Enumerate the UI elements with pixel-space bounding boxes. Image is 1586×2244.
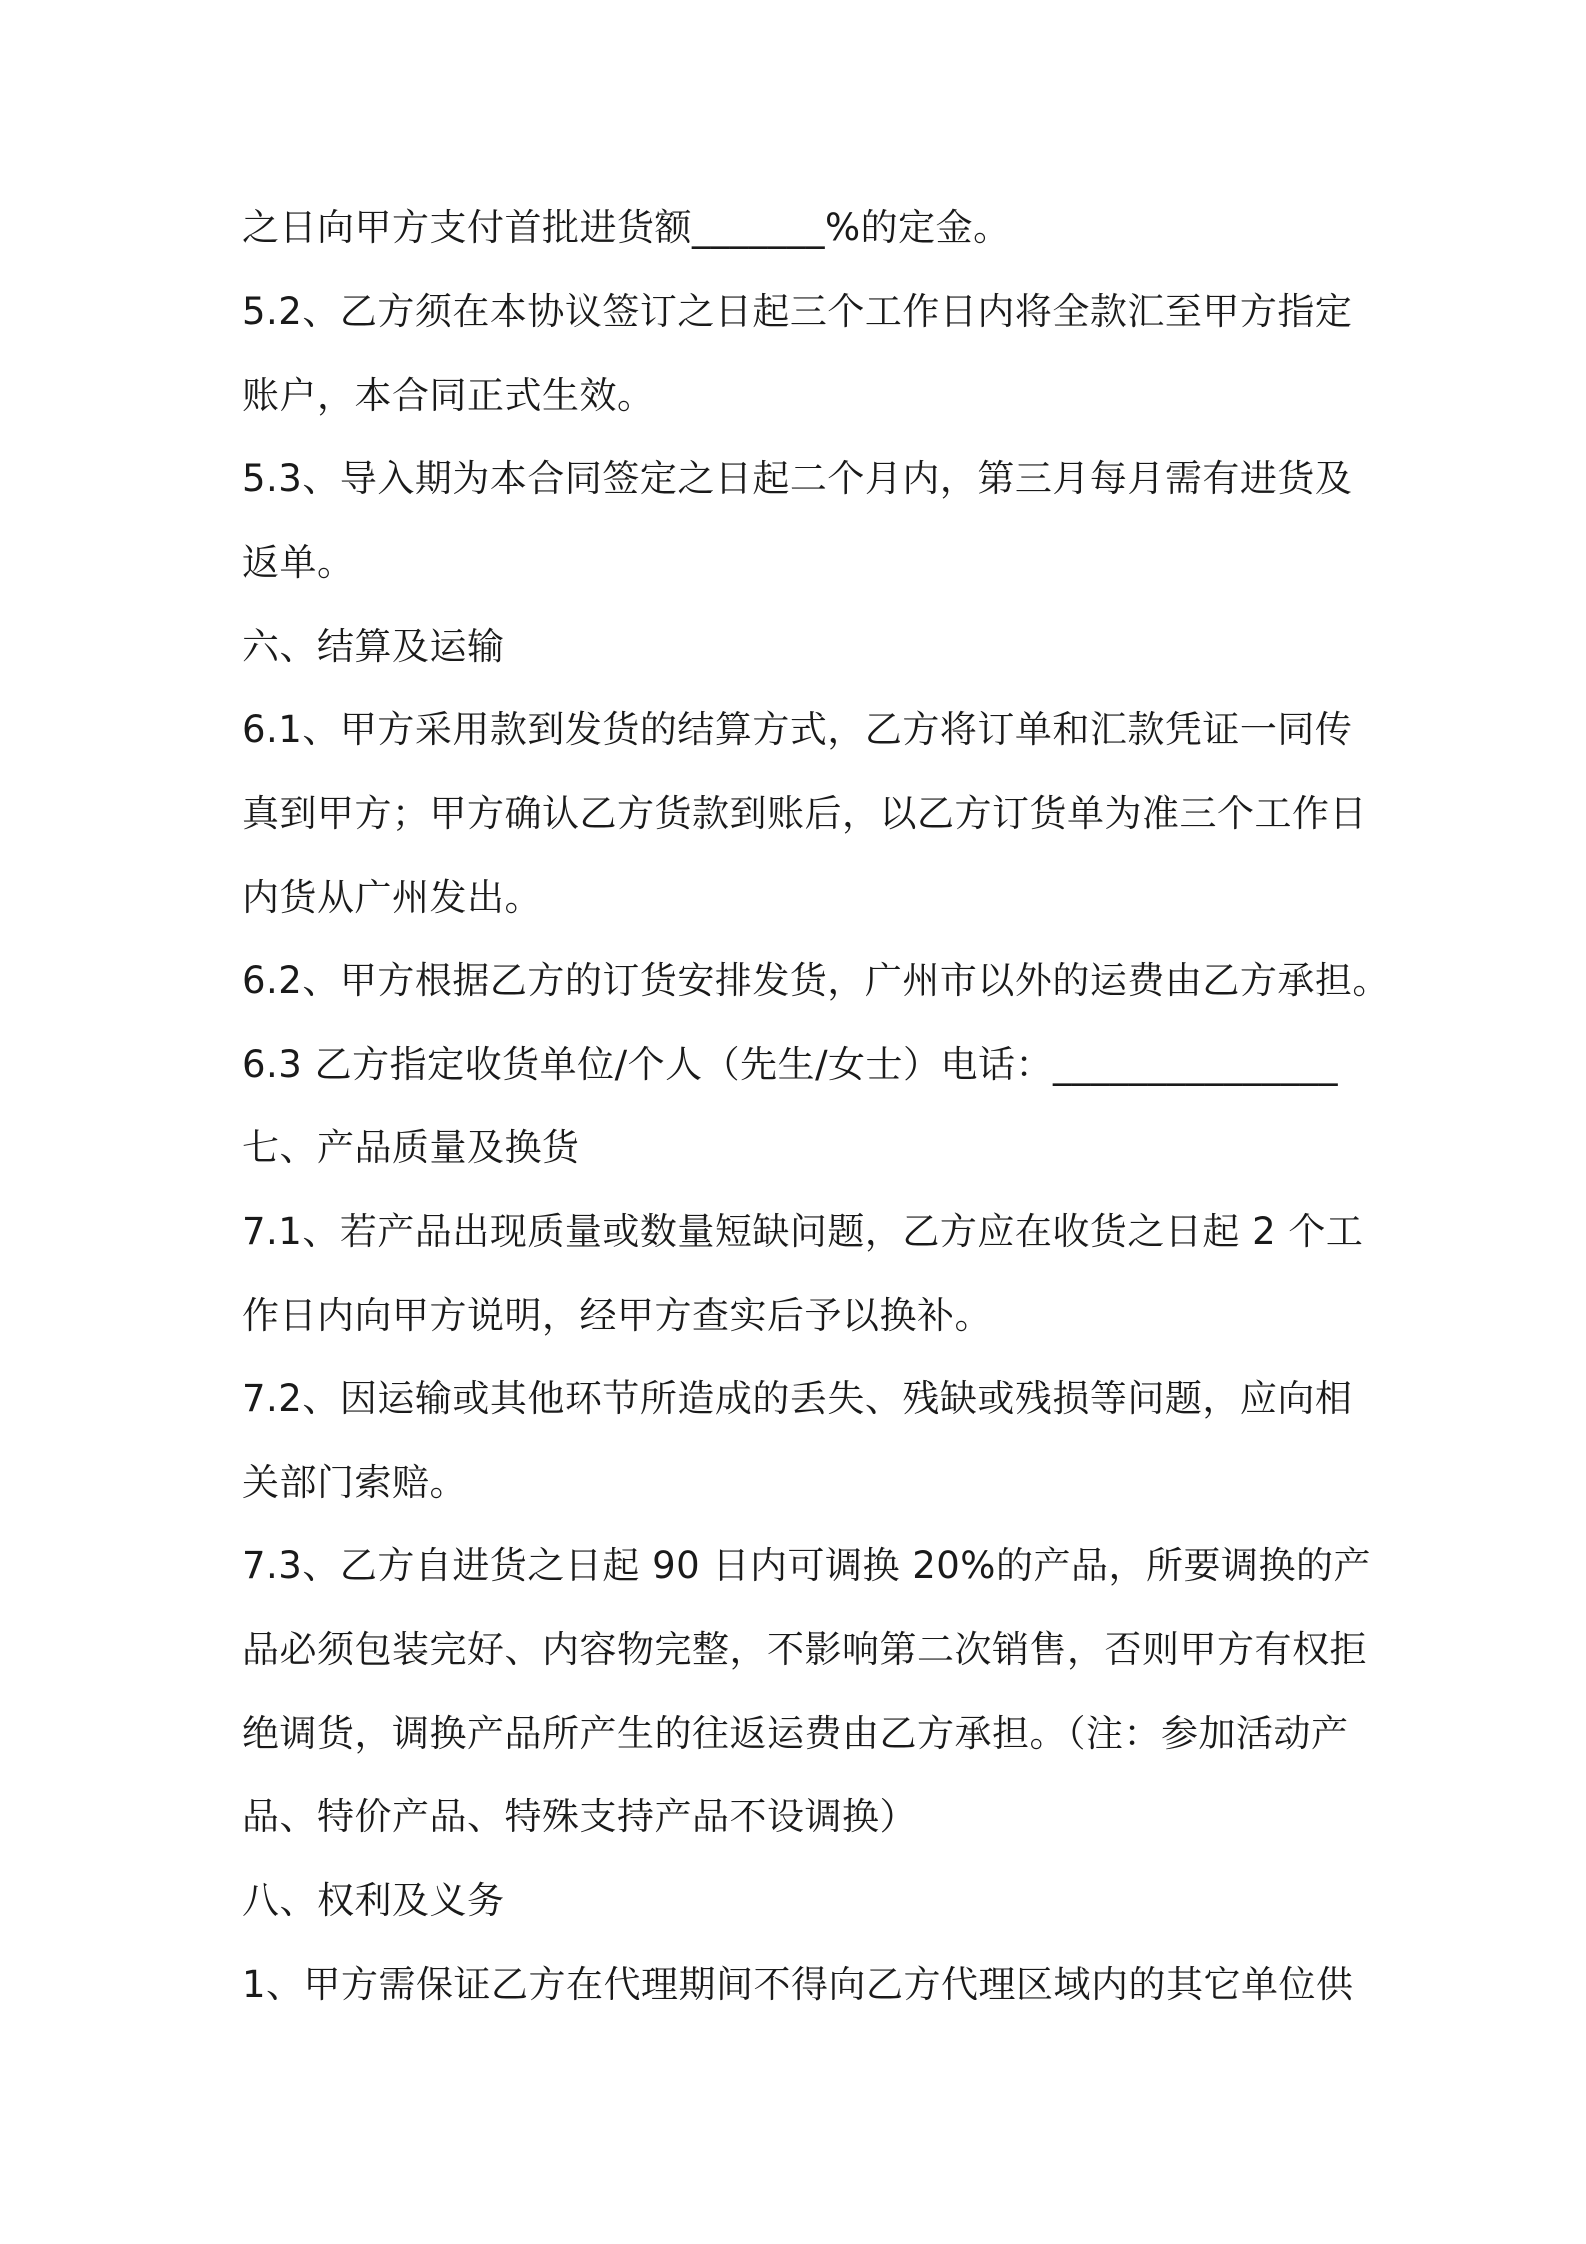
section-heading: 八、权利及义务 (242, 1879, 505, 1922)
text-line: 6.3 乙方指定收货单位/个人（先生/女士）电话：_______________ (242, 1043, 1339, 1086)
text-line: 真到甲方；甲方确认乙方货款到账后，以乙方订货单为准三个工作日 (242, 792, 1367, 835)
text-line: 7.3、乙方自进货之日起 90 日内可调换 20%的产品，所要调换的产 (242, 1544, 1371, 1587)
text-line: 7.2、因运输或其他环节所造成的丢失、残缺或残损等问题，应向相 (242, 1377, 1353, 1420)
text-line: 品必须包装完好、内容物完整，不影响第二次销售，否则甲方有权拒 (242, 1628, 1367, 1671)
section-heading: 七、产品质量及换货 (242, 1126, 580, 1169)
text-line: 5.2、乙方须在本协议签订之日起三个工作日内将全款汇至甲方指定 (242, 290, 1353, 333)
text-line: 绝调货，调换产品所产生的往返运费由乙方承担。（注：参加活动产 (242, 1712, 1349, 1755)
text-line: 返单。 (242, 541, 355, 584)
text-line: 7.1、若产品出现质量或数量短缺问题，乙方应在收货之日起 2 个工 (242, 1210, 1364, 1253)
text-line: 6.1、甲方采用款到发货的结算方式，乙方将订单和汇款凭证一同传 (242, 708, 1353, 751)
text-line: 之日向甲方支付首批进货额_______%的定金。 (242, 206, 1011, 249)
text-line: 6.2、甲方根据乙方的订货安排发货，广州市以外的运费由乙方承担。 (242, 959, 1390, 1002)
section-heading: 六、结算及运输 (242, 625, 505, 668)
text-line: 1、甲方需保证乙方在代理期间不得向乙方代理区域内的其它单位供 (242, 1963, 1354, 2006)
text-line: 作日内向甲方说明，经甲方查实后予以换补。 (242, 1294, 992, 1337)
text-line: 品、特价产品、特殊支持产品不设调换） (242, 1795, 917, 1838)
text-line: 关部门索赔。 (242, 1461, 467, 1504)
text-line: 5.3、导入期为本合同签定之日起二个月内，第三月每月需有进货及 (242, 457, 1353, 500)
text-line: 账户，本合同正式生效。 (242, 374, 655, 417)
text-line: 内货从广州发出。 (242, 876, 542, 919)
